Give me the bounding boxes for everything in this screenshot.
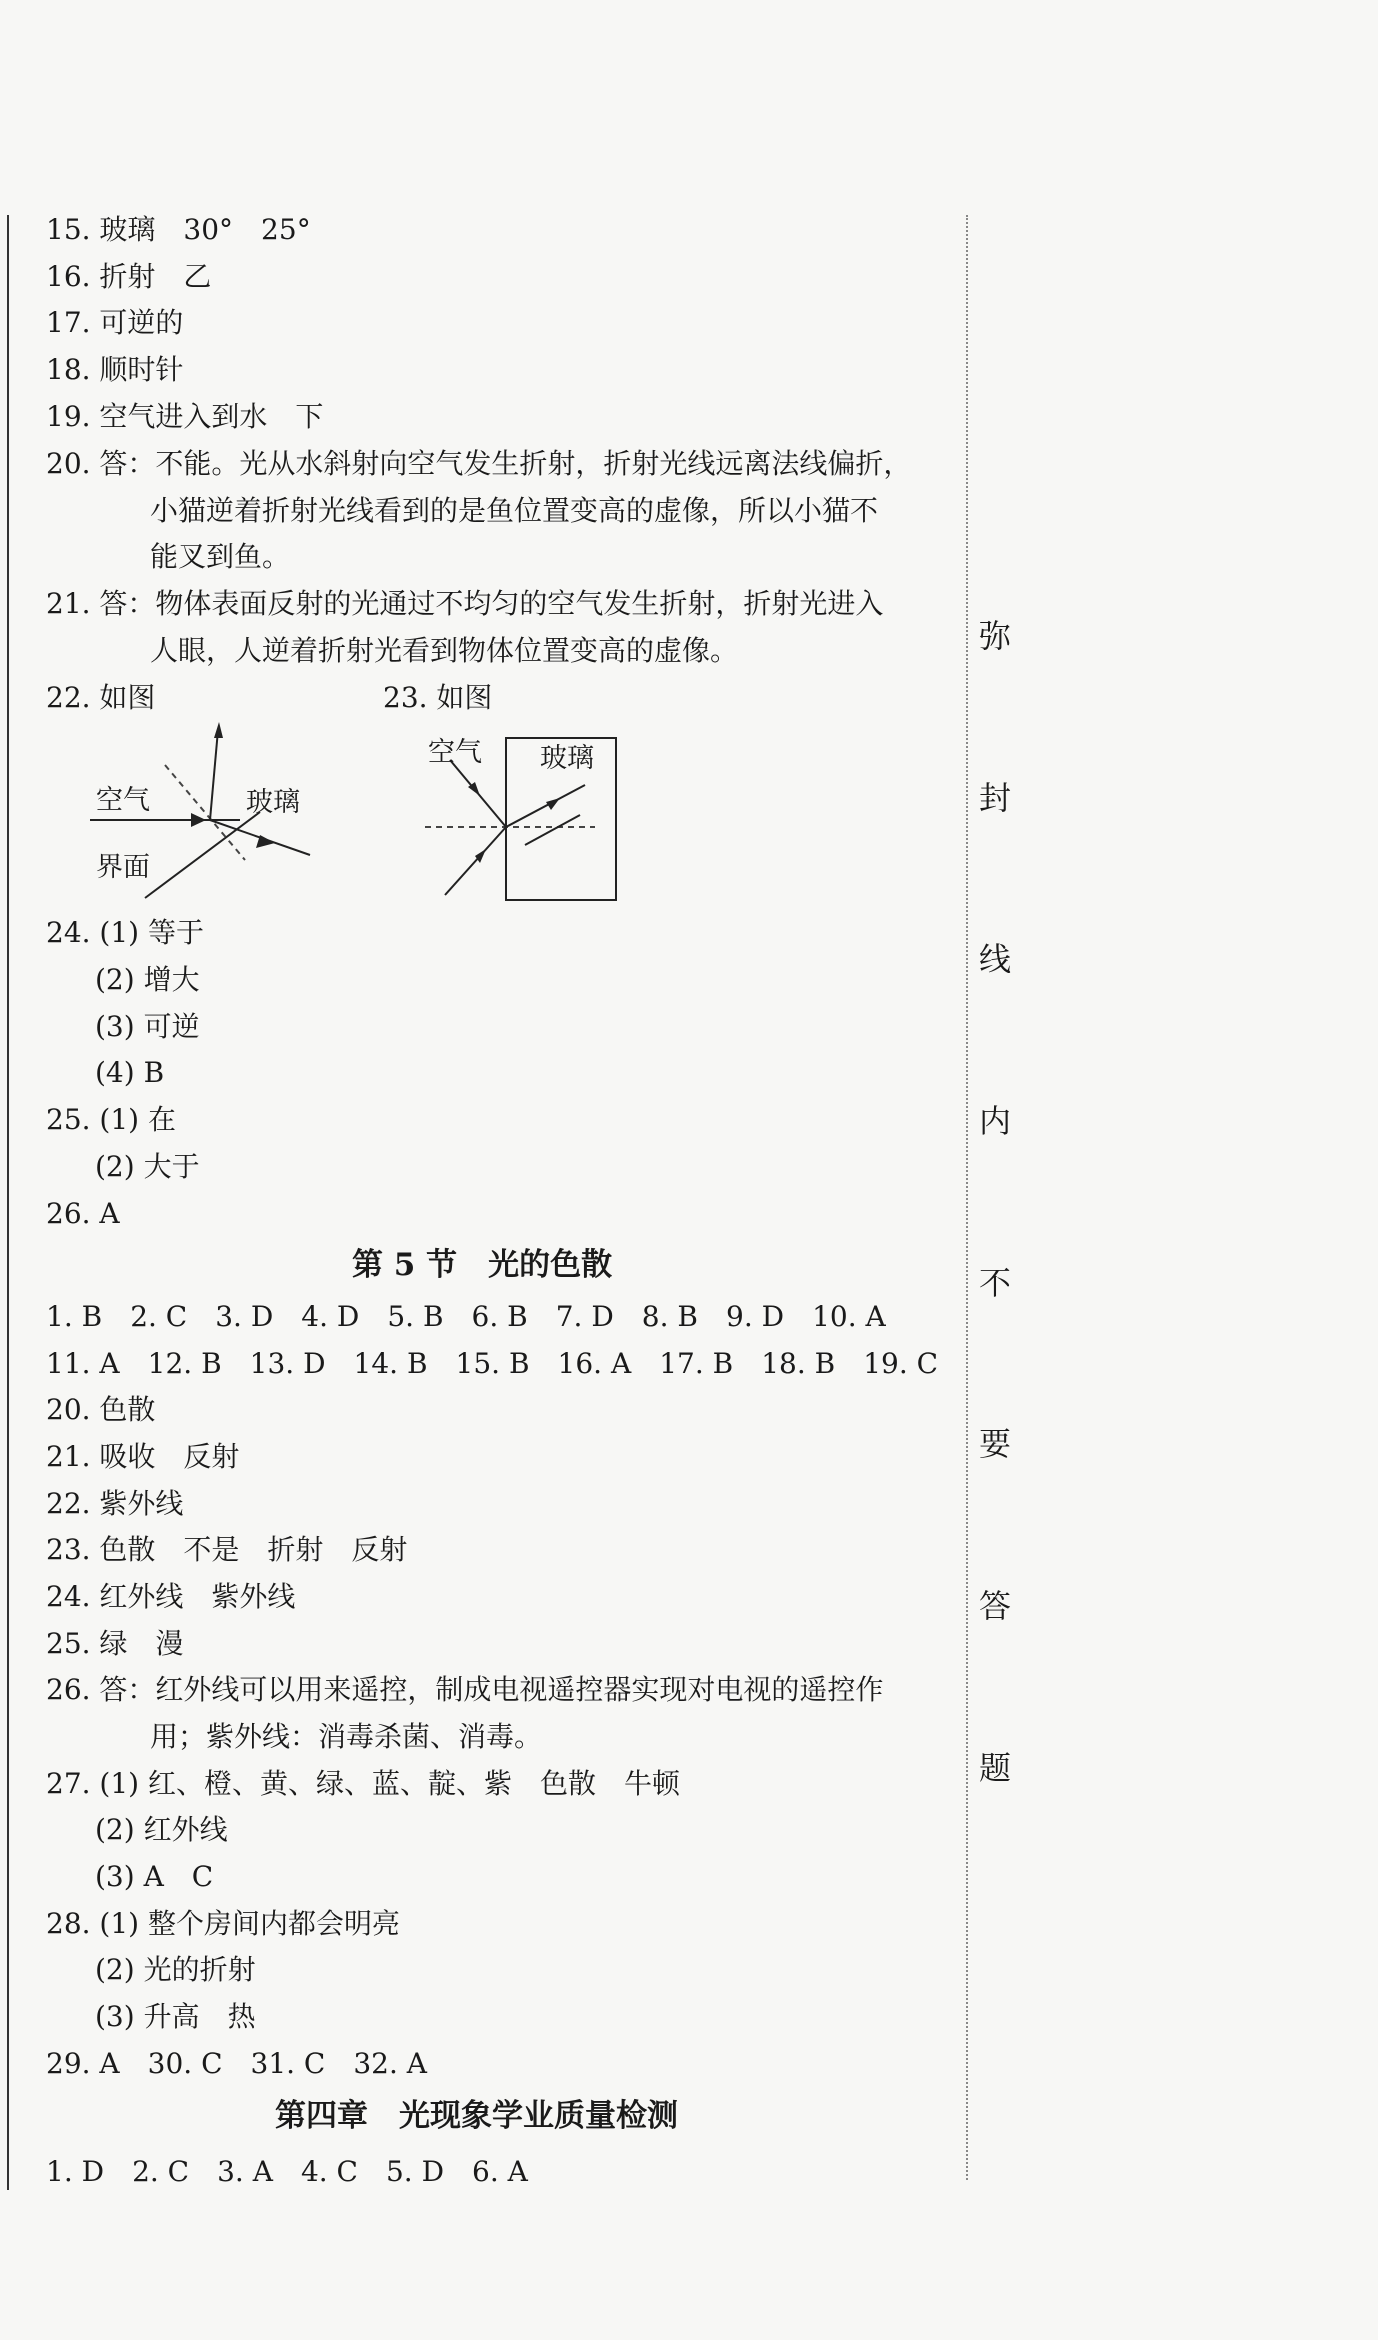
answer-line: 1. B 2. C 3. D 4. D 5. B 6. B 7. D 8. B 9. D 10. A [46,1300,886,1333]
answer-line: 27. (1) 红、橙、黄、绿、蓝、靛、紫 色散 牛顿 [46,1767,680,1800]
answer-line: 用；紫外线：消毒杀菌、消毒。 [150,1720,543,1753]
label-interface: 界面 [96,852,150,883]
answer-line: (4) B [95,1056,165,1089]
answer-line: 20. 色散 [46,1393,156,1426]
answer-line: 21. 吸收 反射 [46,1440,240,1473]
answer-line: (2) 大于 [95,1150,200,1183]
answer-line: 1. D 2. C 3. A 4. C 5. D 6. A [46,2155,528,2188]
answer-line: 16. 折射 乙 [46,260,212,293]
answer-line: (2) 光的折射 [95,1953,256,1986]
answer-line: (2) 红外线 [95,1813,228,1846]
seal-char: 弥 [978,617,1011,655]
answer-line: 人眼，人逆着折射光看到物体位置变高的虚像。 [150,634,739,667]
seal-char: 封 [978,779,1011,817]
seal-char: 线 [978,940,1011,978]
label-air: 空气 [96,785,150,816]
chapter-title: 第四章 光现象学业质量检测 [275,2098,678,2134]
answer-line: 19. 空气进入到水 下 [46,400,324,433]
label-glass: 玻璃 [540,743,594,774]
answer-line: 小猫逆着折射光线看到的是鱼位置变高的虚像，所以小猫不 [150,494,879,527]
seal-char: 要 [978,1425,1011,1463]
fig23-caption: 23. 如图 [383,681,493,714]
answer-line: 15. 玻璃 30° 25° [46,213,311,246]
answer-line: 11. A 12. B 13. D 14. B 15. B 16. A 17. B 18. B 19. C [46,1347,939,1380]
answer-line: 25. 绿 漫 [46,1627,184,1660]
section-title: 第 5 节 光的色散 [352,1247,613,1283]
answer-line: 26. 答：红外线可以用来遥控，制成电视遥控器实现对电视的遥控作 [46,1673,884,1706]
answer-line: 24. (1) 等于 [46,916,204,949]
seal-char: 内 [978,1102,1011,1140]
label-glass: 玻璃 [246,787,300,818]
answer-line: 22. 紫外线 [46,1487,184,1520]
seal-char: 题 [978,1749,1011,1787]
label-air: 空气 [428,737,482,768]
answer-line: (3) A C [95,1860,214,1893]
answer-line: 25. (1) 在 [46,1103,176,1136]
answer-line: 29. A 30. C 31. C 32. A [46,2047,428,2080]
answer-line: 20. 答：不能。光从水斜射向空气发生折射，折射光线远离法线偏折， [46,447,912,480]
answer-line: 26. A [46,1197,120,1230]
answer-line: 17. 可逆的 [46,306,184,339]
answer-line: (3) 升高 热 [95,2000,256,2033]
answer-line: 18. 顺时针 [46,353,184,386]
answer-line: 24. 红外线 紫外线 [46,1580,296,1613]
answer-line: (2) 增大 [95,963,200,996]
answer-line: (3) 可逆 [95,1010,200,1043]
left-margin-rule [7,215,9,2190]
seal-char: 答 [978,1587,1011,1625]
seal-char: 不 [978,1264,1011,1302]
seal-dotted-line [966,215,968,2180]
answer-line: 28. (1) 整个房间内都会明亮 [46,1907,400,1940]
fig22-caption: 22. 如图 [46,681,156,714]
answer-line: 21. 答：物体表面反射的光通过不均匀的空气发生折射，折射光进入 [46,587,884,620]
answer-line: 23. 色散 不是 折射 反射 [46,1533,408,1566]
answer-line: 能叉到鱼。 [150,540,291,573]
